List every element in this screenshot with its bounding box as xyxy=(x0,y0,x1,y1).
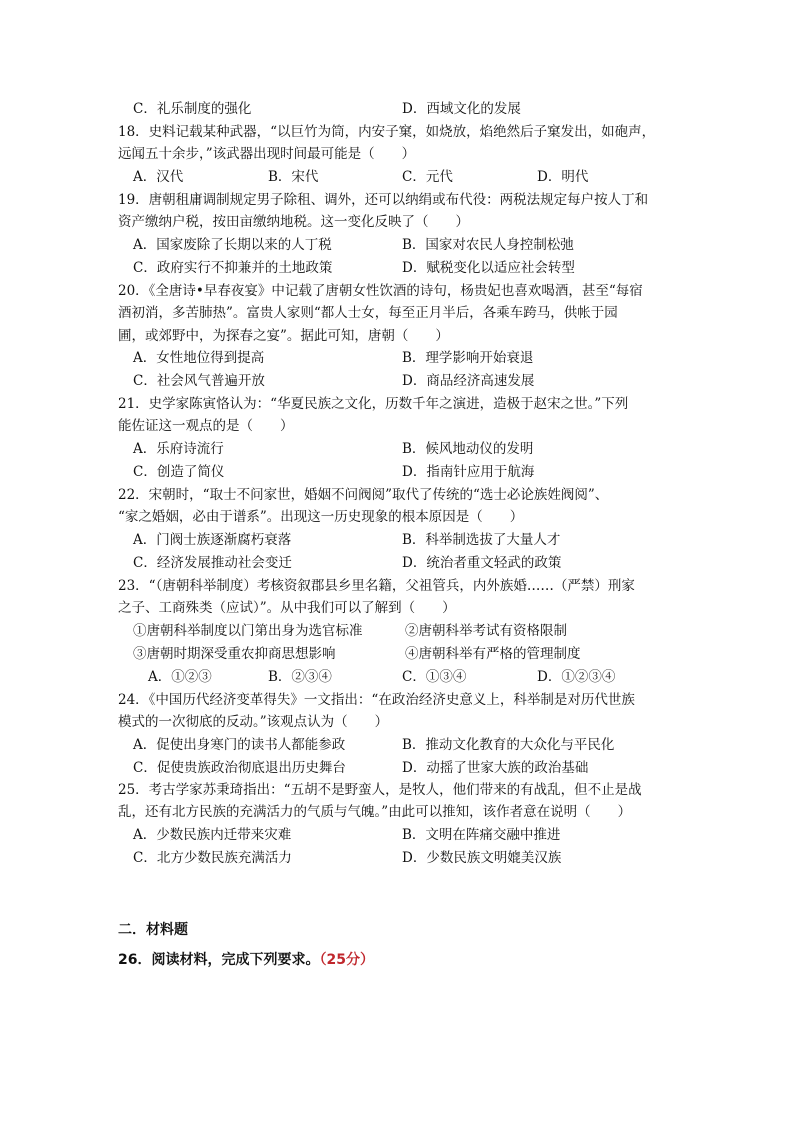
q21-option-c: C．创造了简仪 xyxy=(133,464,225,480)
q25-option-d: D．少数民族文明媲美汉族 xyxy=(402,850,562,866)
q23-option-b: B．②③④ xyxy=(268,669,332,685)
q23-option-d: D．①②③④ xyxy=(537,669,616,685)
q26-text: 26．阅读材料，完成下列要求。 xyxy=(118,952,320,968)
q19-option-b: B．国家对农民人身控制松弛 xyxy=(402,237,574,253)
q20-stem-line-2: 酒初消，多苦肺热”。富贵人家则“都人士女，每至正月半后，各乘车跨马，供帐于园 xyxy=(118,305,618,321)
q25-option-c: C．北方少数民族充满活力 xyxy=(133,850,292,866)
q18-option-d: D．明代 xyxy=(537,169,589,185)
q19-option-d: D．赋税变化以适应社会转型 xyxy=(402,260,575,276)
q21-option-a: A．乐府诗流行 xyxy=(133,441,224,457)
q18-option-b: B．宋代 xyxy=(268,169,319,185)
q17-option-c: C．礼乐制度的强化 xyxy=(133,101,252,117)
q19-option-a: A．国家废除了长期以来的人丁税 xyxy=(133,237,332,253)
q20-option-a: A．女性地位得到提高 xyxy=(133,350,265,366)
q17-option-d: D．西域文化的发展 xyxy=(402,101,521,117)
q18-option-c: C．元代 xyxy=(402,169,453,185)
q24-option-b: B．推动文化教育的大众化与平民化 xyxy=(402,737,615,753)
q22-option-a: A．门阀士族逐渐腐朽衰落 xyxy=(133,532,292,548)
q22-option-d: D．统治者重文轻武的政策 xyxy=(402,555,562,571)
q22-option-c: C．经济发展推动社会变迁 xyxy=(133,555,292,571)
q23-option-c: C．①③④ xyxy=(402,669,467,685)
q21-stem-line-2: 能佐证这一观点的是（ ） xyxy=(118,418,294,434)
q25-option-a: A．少数民族内迁带来灾难 xyxy=(133,827,292,843)
q20-stem-line-1: 20．《全唐诗•早春夜宴》中记载了唐朝女性饮酒的诗句，杨贵妃也喜欢喝酒，甚至“每宿 xyxy=(118,283,643,299)
q24-option-a: A．促使出身寒门的读书人都能参政 xyxy=(133,737,346,753)
q25-option-b: B．文明在阵痛交融中推进 xyxy=(402,827,561,843)
q23-stem-line-2: 之子、工商殊类（应试）”。从中我们可以了解到（ ） xyxy=(118,600,456,616)
q20-option-d: D．商品经济高速发展 xyxy=(402,373,535,389)
q20-option-b: B．理学影响开始衰退 xyxy=(402,350,534,366)
q23-option-a: A．①②③ xyxy=(148,669,212,685)
q24-option-c: C．促使贵族政治彻底退出历史舞台 xyxy=(133,760,346,776)
q18-option-a: A．汉代 xyxy=(133,169,184,185)
q24-option-d: D．动摇了世家大族的政治基础 xyxy=(402,760,589,776)
q18-stem-line-1: 18．史料记载某种武器，“以巨竹为筒，内安子窠，如烧放，焰绝然后子窠发出，如砲声， xyxy=(118,124,656,140)
q21-option-d: D．指南针应用于航海 xyxy=(402,464,535,480)
q22-stem-line-2: “家之婚姻，必由于谱系”。出现这一历史现象的根本原因是（ ） xyxy=(118,509,524,525)
q23-item-1: ①唐朝科举制度以门第出身为选官标准 xyxy=(133,623,363,639)
q19-stem-line-2: 资产缴纳户税，按田亩缴纳地税。这一变化反映了（ ） xyxy=(118,214,469,230)
q22-stem-line-1: 22．宋朝时，“取士不问家世，婚姻不问阀阅”取代了传统的“选士必论族姓阀阅”、 xyxy=(118,487,609,503)
q23-item-4: ④唐朝科举有严格的管理制度 xyxy=(405,646,581,662)
q24-stem-line-2: 模式的一次彻底的反动。”该观点认为（ ） xyxy=(118,714,389,730)
q26-instruction xyxy=(118,950,374,970)
section-title: 二．材料题 xyxy=(118,922,188,938)
q25-stem-line-2: 乱，还有北方民族的充满活力的气质与气魄。”由此可以推知，该作者意在说明（ ） xyxy=(118,804,632,820)
q19-option-c: C．政府实行不抑兼并的土地政策 xyxy=(133,260,333,276)
q21-stem-line-1: 21．史学家陈寅恪认为：“华夏民族之文化，历数千年之演进，造极于赵宋之世。”下列 xyxy=(118,396,629,412)
q21-option-b: B．候风地动仪的发明 xyxy=(402,441,534,457)
q20-stem-line-3: 圃，或郊野中，为探春之宴”。据此可知，唐朝（ ） xyxy=(118,328,449,344)
q20-option-c: C．社会风气普遍开放 xyxy=(133,373,265,389)
q18-stem-line-2: 远闻五十余步，”该武器出现时间最可能是（ ） xyxy=(118,146,416,162)
q19-stem-line-1: 19．唐朝租庸调制规定男子除租、调外，还可以纳绢或布代役：两税法规定每户按人丁和 xyxy=(118,192,649,208)
q24-stem-line-1: 24．《中国历代经济变革得失》一文指出：“在政治经济史意义上，科举制是对历代世族 xyxy=(118,692,635,708)
q23-item-2: ②唐朝科举考试有资格限制 xyxy=(405,623,567,639)
q23-item-3: ③唐朝时期深受重农抑商思想影响 xyxy=(133,646,336,662)
q26-score: （25分） xyxy=(319,952,374,968)
q22-option-b: B．科举制选拔了大量人才 xyxy=(402,532,561,548)
q23-stem-line-1: 23．“（唐朝科举制度）考核资叙郡县乡里名籍，父祖管兵，内外族婚……（严禁）刑家 xyxy=(118,578,635,594)
q25-stem-line-1: 25．考古学家苏秉琦指出：“五胡不是野蛮人，是牧人，他们带来的有战乱，但不止是战 xyxy=(118,782,642,798)
